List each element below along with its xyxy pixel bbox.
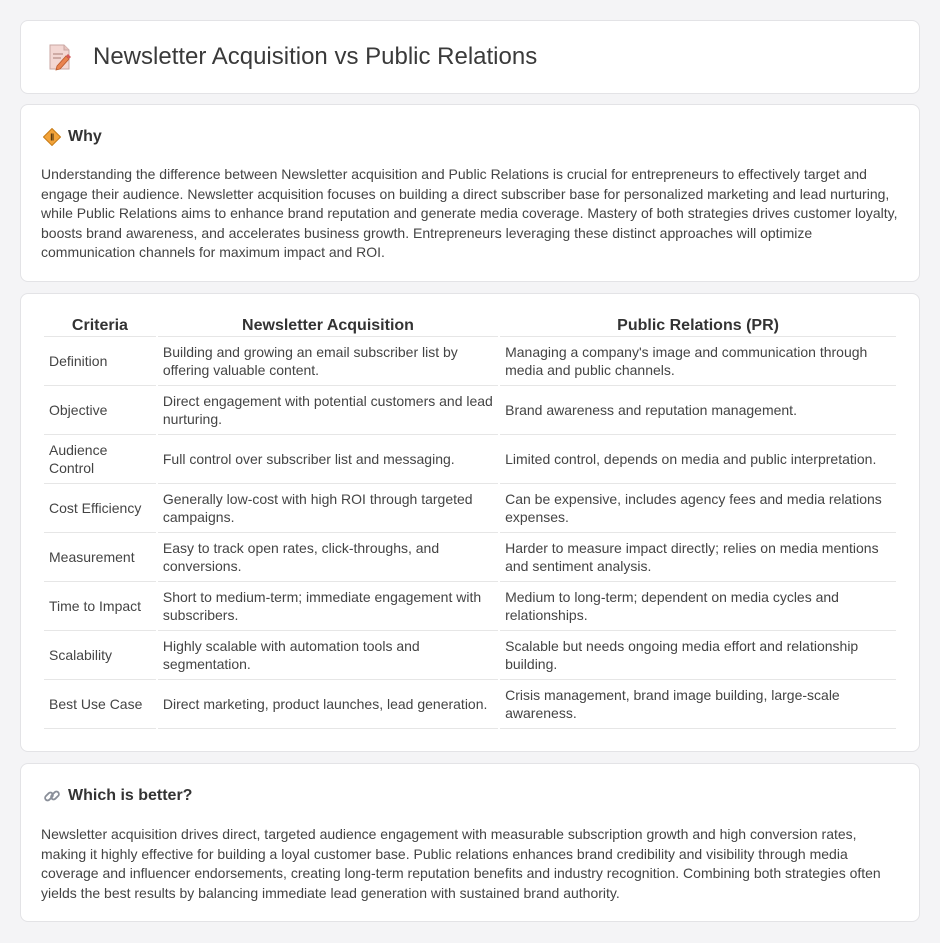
- newsletter-cell: Short to medium-term; immediate engagement with subscribers.: [158, 582, 498, 631]
- comparison-table: [42, 316, 898, 729]
- pr-cell: Harder to measure impact directly; relies on media mentions and sentiment analysis.: [500, 533, 896, 582]
- why-card: [20, 104, 920, 282]
- link-icon: [43, 787, 61, 805]
- comparison-card: [20, 293, 920, 752]
- better-header: [21, 764, 919, 805]
- criteria-cell: Definition: [44, 337, 156, 386]
- newsletter-cell: Highly scalable with automation tools and segmentation.: [158, 631, 498, 680]
- newsletter-cell: Full control over subscriber list and messaging.: [158, 435, 498, 484]
- why-header: [21, 105, 919, 146]
- pr-cell: Medium to long-term; dependent on media cycles and relationships.: [500, 582, 896, 631]
- road-sign-icon: [43, 128, 61, 146]
- pr-cell: Can be expensive, includes agency fees and media relations expenses.: [500, 484, 896, 533]
- better-title: Which is better?: [68, 787, 193, 804]
- header-pr: Public Relations (PR): [500, 316, 896, 337]
- pr-cell: Brand awareness and reputation management.: [500, 386, 896, 435]
- table-row: [44, 386, 896, 435]
- newsletter-cell: Direct engagement with potential customers and lead nurturing.: [158, 386, 498, 435]
- criteria-cell: Scalability: [44, 631, 156, 680]
- criteria-cell: Time to Impact: [44, 582, 156, 631]
- title-card: [20, 20, 920, 94]
- newsletter-cell: Building and growing an email subscriber list by offering valuable content.: [158, 337, 498, 386]
- page-title: Newsletter Acquisition vs Public Relations: [93, 43, 538, 70]
- newsletter-cell: Direct marketing, product launches, lead generation.: [158, 680, 498, 729]
- pr-cell: Managing a company's image and communication through media and public channels.: [500, 337, 896, 386]
- table-row: [44, 337, 896, 386]
- better-text: Newsletter acquisition drives direct, targeted audience engagement with measurable subscription growth and high conversion rates, making it highly effective for building a loyal customer base. Public relations enhances brand credibility and visibility through media coverage and influencer endorsements, creating long-term reputation benefits and industry recognition. Combining both strategies often yields the best results by balancing immediate lead generation with sustained brand authority.: [41, 826, 881, 901]
- criteria-cell: Cost Efficiency: [44, 484, 156, 533]
- header-newsletter: Newsletter Acquisition: [158, 316, 498, 337]
- pr-cell: Crisis management, brand image building, large-scale awareness.: [500, 680, 896, 729]
- table-row: [44, 533, 896, 582]
- table-row: [44, 680, 896, 729]
- pr-cell: Scalable but needs ongoing media effort and relationship building.: [500, 631, 896, 680]
- pr-cell: Limited control, depends on media and public interpretation.: [500, 435, 896, 484]
- table-row: [44, 582, 896, 631]
- criteria-cell: Measurement: [44, 533, 156, 582]
- which-is-better-card: [20, 763, 920, 922]
- newsletter-cell: Easy to track open rates, click-throughs, and conversions.: [158, 533, 498, 582]
- document-pencil-icon: [47, 43, 73, 71]
- table-row: [44, 631, 896, 680]
- table-header-row: [44, 316, 896, 337]
- title-row: [21, 21, 919, 93]
- why-text: Understanding the difference between Newsletter acquisition and Public Relations is crucial for entrepreneurs to effectively target and engage their audience. Newsletter acquisition focuses on building a direct subscriber base for personalized marketing and lead nurturing, while Public Relations aims to enhance brand reputation and generate media coverage. Mastery of both strategies drives customer loyalty, boosts brand awareness, and accelerates business growth. Entrepreneurs leveraging these distinct approaches will optimize communication channels for maximum impact and ROI.: [41, 166, 898, 260]
- table-row: [44, 435, 896, 484]
- criteria-cell: Best Use Case: [44, 680, 156, 729]
- why-title: Why: [68, 128, 102, 145]
- criteria-cell: Objective: [44, 386, 156, 435]
- newsletter-cell: Generally low-cost with high ROI through targeted campaigns.: [158, 484, 498, 533]
- criteria-cell: Audience Control: [44, 435, 156, 484]
- header-criteria: Criteria: [44, 316, 156, 337]
- table-row: [44, 484, 896, 533]
